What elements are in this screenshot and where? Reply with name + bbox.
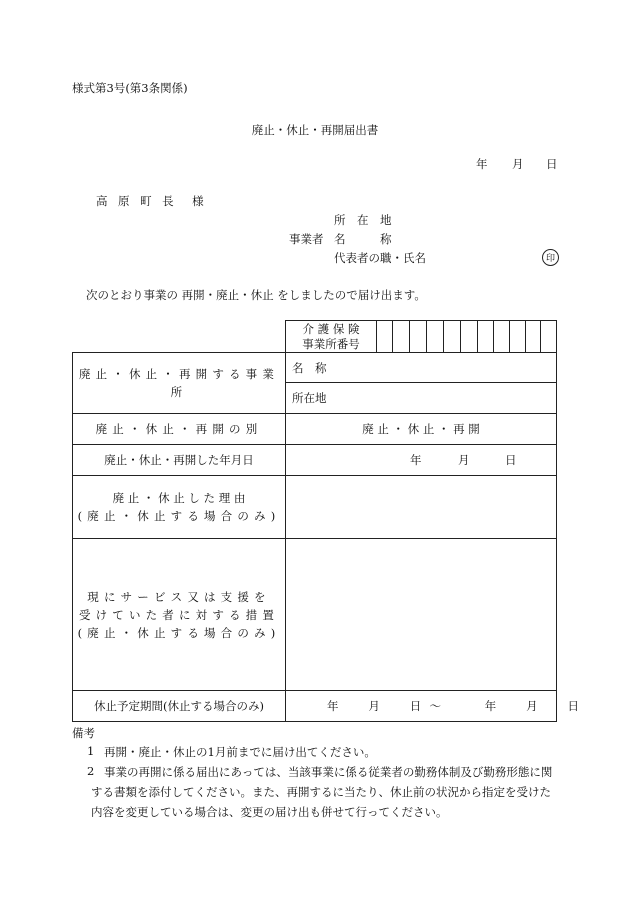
reason-label-line1: 廃 止 ・ 休 止 し た 理 由 bbox=[112, 491, 246, 505]
type-label: 廃止・休止・再開の別 bbox=[95, 422, 263, 436]
reason-label bbox=[73, 476, 285, 538]
measures-field[interactable] bbox=[286, 539, 556, 690]
applicant-name-label: 名 称 bbox=[334, 232, 392, 246]
applicant-address-label: 所 在 地 bbox=[334, 213, 392, 227]
measures-label-line2: 受けていた者に対する措置 bbox=[78, 607, 280, 622]
office-number-label-line1: 介 護 保 険 bbox=[302, 321, 360, 336]
notes-heading: 備考 bbox=[72, 726, 95, 740]
note-2-line2: する書類を添付してください。また、再開するに当たり、休止前の状況から指定を受けた bbox=[91, 785, 551, 799]
date-label: 廃止・休止・再開した年月日 bbox=[104, 453, 254, 467]
facility-address-field[interactable] bbox=[330, 383, 556, 413]
form-id: 様式第3号(第3条関係) bbox=[72, 81, 188, 95]
office-number-label-line2: 事業所番号 bbox=[302, 336, 360, 351]
measures-label bbox=[73, 539, 285, 690]
date-month-label: 月 bbox=[512, 157, 524, 171]
note-2-line3: 内容を変更している場合は、変更の届け出も併せて行ってください。 bbox=[91, 805, 448, 819]
note-2-line1: 事業の再開に係る届出にあっては、当該事業に係る従業者の勤務体制及び勤務形態に関 bbox=[104, 765, 553, 779]
measures-label-line3: (廃止・休止する場合のみ) bbox=[77, 625, 281, 640]
note-1-number: 1 bbox=[87, 744, 95, 758]
date-month: 月 bbox=[458, 453, 470, 467]
facility-label: 廃止・休止・再開する事業所 bbox=[78, 367, 280, 399]
office-number-label bbox=[286, 321, 376, 352]
note-1-text: 再開・廃止・休止の1月前までに届け出てください。 bbox=[104, 745, 376, 759]
facility-name-label: 名 称 bbox=[292, 361, 327, 375]
applicant-rep-label: 代表者の職・氏名 bbox=[334, 251, 426, 265]
period-value: 年 月 日 〜 年 月 日 bbox=[327, 699, 582, 713]
seal-mark: 印 bbox=[542, 249, 559, 266]
note-2-number: 2 bbox=[87, 764, 95, 778]
facility-name-field[interactable] bbox=[320, 353, 556, 382]
page-title: 廃止・休止・再開届出書 bbox=[251, 123, 379, 137]
office-number-field[interactable] bbox=[377, 321, 556, 352]
reason-label-line2: (廃止・休止する場合のみ) bbox=[77, 509, 281, 523]
measures-label-line1: 現にサービス又は支援を bbox=[87, 589, 271, 604]
date-day: 日 bbox=[505, 453, 517, 467]
statement: 次のとおり事業の 再開・廃止・休止 をしましたので届け出ます。 bbox=[86, 288, 426, 302]
addressee: 高 原 町 長 様 bbox=[96, 194, 208, 208]
date-year-label: 年 bbox=[476, 157, 488, 171]
applicant-group-label: 事業者 bbox=[289, 232, 324, 246]
date-day-label: 日 bbox=[546, 157, 558, 171]
facility-address-label: 所在地 bbox=[292, 391, 327, 405]
type-options[interactable]: 廃 止 ・ 休 止 ・ 再 開 bbox=[362, 422, 480, 436]
period-label: 休止予定期間(休止する場合のみ) bbox=[94, 699, 264, 713]
date-year: 年 bbox=[410, 453, 422, 467]
reason-field[interactable] bbox=[286, 476, 556, 538]
